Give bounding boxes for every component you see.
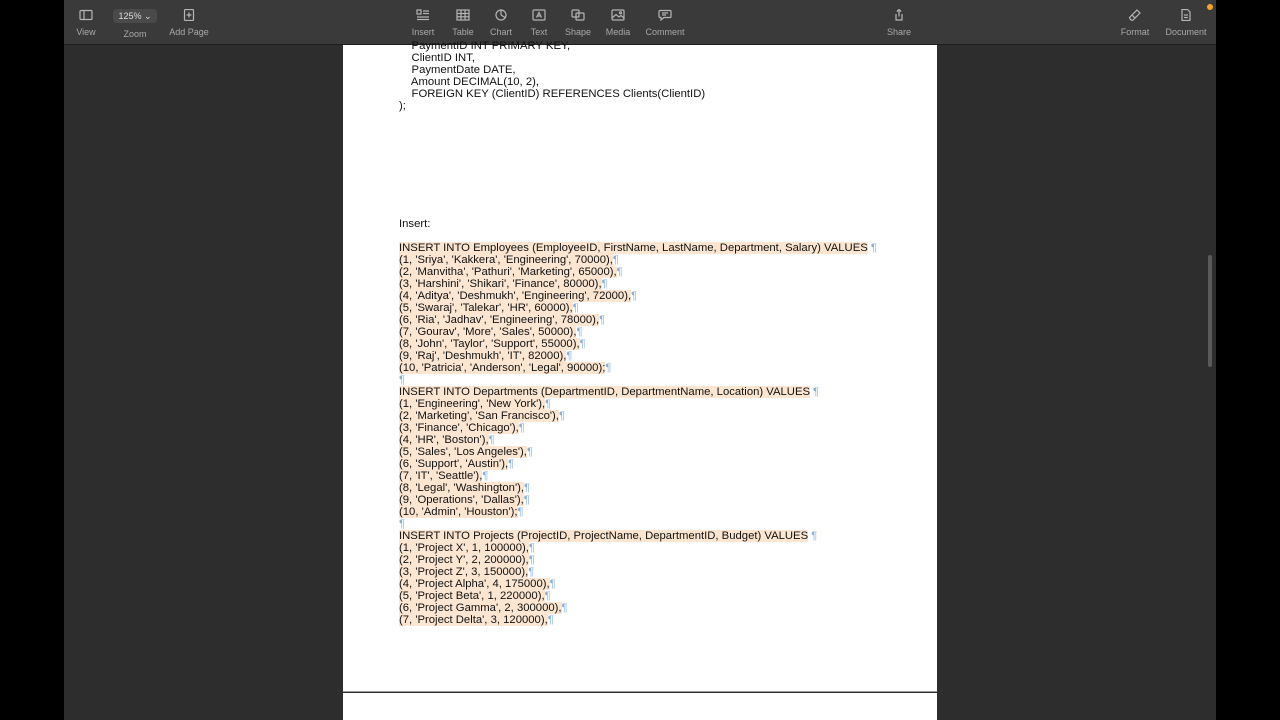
values-row-text: (5, 'Project Beta', 1, 220000), (399, 590, 545, 602)
format-label: Format (1120, 27, 1150, 37)
shape-icon (571, 9, 585, 21)
values-row (399, 542, 535, 554)
pilcrow-mark: ¶ (813, 386, 820, 398)
values-row (399, 482, 530, 494)
insert-statement-text: INSERT INTO Employees (EmployeeID, FirstName, LastName, Department, Salary) VALUES (399, 242, 868, 254)
pilcrow-mark: ¶ (811, 530, 818, 542)
values-row-text: (7, 'Gourav', 'More', 'Sales', 50000), (399, 326, 577, 338)
values-row-text: (6, 'Project Gamma', 2, 300000), (399, 602, 562, 614)
schema-line (399, 88, 705, 100)
values-row-text: (10, 'Patricia', 'Anderson', 'Legal', 90000); (399, 362, 606, 374)
values-row-text: (3, 'Finance', 'Chicago'), (399, 422, 519, 434)
values-row-text: (7, 'IT', 'Seattle'), (399, 470, 483, 482)
pilcrow-mark: ¶ (558, 410, 566, 422)
values-row (399, 362, 611, 374)
view-label: View (76, 27, 96, 37)
values-row-text: (9, 'Raj', 'Deshmukh', 'IT', 82000), (399, 350, 567, 362)
values-row-text: (10, 'Admin', 'Houston'); (399, 506, 518, 518)
values-row-text: (3, 'Harshini', 'Shikari', 'Finance', 80000), (399, 278, 602, 290)
schema-line-text: PaymentDate DATE, (399, 64, 516, 76)
comment-button[interactable] (633, 9, 697, 37)
pilcrow-mark: ¶ (561, 602, 568, 614)
values-row (399, 554, 535, 566)
values-row (399, 302, 579, 314)
shape-label: Shape (564, 27, 592, 37)
vertical-scrollbar[interactable] (1208, 255, 1212, 367)
insert-statement-text: INSERT INTO Departments (DepartmentID, DepartmentName, Location) VALUES (399, 386, 811, 398)
pilcrow-mark: ¶ (528, 566, 535, 578)
values-row (399, 410, 565, 422)
document-button[interactable] (1154, 9, 1216, 37)
share-button[interactable] (867, 9, 931, 37)
pilcrow-mark: ¶ (631, 290, 638, 302)
table-icon (456, 9, 470, 21)
pilcrow-mark: ¶ (616, 266, 623, 278)
values-row (399, 326, 583, 338)
paintbrush-icon (1128, 9, 1142, 21)
pilcrow-mark: ¶ (544, 590, 551, 602)
pilcrow-mark: ¶ (545, 398, 552, 410)
pilcrow-mark: ¶ (547, 614, 554, 626)
values-row-text: (4, 'Aditya', 'Deshmukh', 'Engineering', 72000), (399, 290, 632, 302)
values-row (399, 446, 533, 458)
add-page-button[interactable] (157, 9, 221, 37)
pilcrow-mark: ¶ (870, 242, 877, 254)
values-row (399, 314, 605, 326)
values-row (399, 590, 551, 602)
status-dot (1207, 4, 1213, 10)
zoom-select[interactable] (113, 9, 157, 23)
values-row (399, 602, 568, 614)
schema-line-text: Amount DECIMAL(10, 2), (399, 76, 540, 88)
chart-label: Chart (489, 27, 512, 37)
media-label: Media (605, 27, 631, 37)
share-label: Share (886, 27, 912, 37)
values-row (399, 614, 554, 626)
schema-line (399, 40, 570, 52)
values-row-text: (1, 'Engineering', 'New York'), (399, 398, 546, 410)
empty-paragraph (399, 518, 405, 530)
values-row (399, 458, 514, 470)
values-row-text: (2, 'Project Y', 2, 200000), (399, 554, 529, 566)
values-row (399, 434, 495, 446)
pages-window (64, 0, 1216, 720)
values-row-text: (4, 'Project Alpha', 4, 175000), (399, 578, 550, 590)
values-row-text: (5, 'Swaraj', 'Talekar', 'HR', 60000), (399, 302, 573, 314)
insert-statement-text: INSERT INTO Projects (ProjectID, ProjectName, DepartmentID, Budget) VALUES (399, 530, 809, 542)
document-page[interactable] (343, 40, 937, 692)
pilcrow-mark: ¶ (524, 482, 531, 494)
values-row-text: (8, 'John', 'Taylor', 'Support', 55000), (399, 338, 580, 350)
pilcrow-mark: ¶ (488, 434, 495, 446)
pilcrow-mark: ¶ (528, 542, 535, 554)
add-page-label: Add Page (169, 27, 209, 37)
table-label: Table (452, 27, 474, 37)
insert-icon (416, 9, 430, 21)
values-row-text: (6, 'Ria', 'Jadhav', 'Engineering', 78000), (399, 314, 600, 326)
values-row (399, 266, 623, 278)
values-row (399, 398, 551, 410)
values-row-text: (7, 'Project Delta', 3, 120000), (399, 614, 548, 626)
schema-line (399, 64, 516, 76)
insert-statement (399, 530, 817, 542)
values-row-text: (6, 'Support', 'Austin'), (399, 458, 509, 470)
pilcrow-mark: ¶ (518, 422, 525, 434)
pilcrow-mark: ¶ (526, 446, 534, 458)
chart-icon (494, 9, 508, 21)
schema-line (399, 52, 475, 64)
values-row-text: (8, 'Legal', 'Washington'), (399, 482, 525, 494)
schema-line (399, 100, 406, 112)
pilcrow-mark: ¶ (599, 314, 606, 326)
values-row (399, 470, 488, 482)
schema-line-text: PaymentID INT PRIMARY KEY, (399, 40, 571, 52)
schema-line (399, 76, 539, 88)
next-page[interactable] (343, 693, 937, 720)
pilcrow-mark: ¶ (399, 374, 406, 386)
pilcrow-mark: ¶ (517, 506, 524, 518)
values-row (399, 494, 530, 506)
document-label: Document (1165, 27, 1207, 37)
schema-line-text: FOREIGN KEY (ClientID) REFERENCES Clients(ClientID) (399, 88, 706, 100)
values-row-text: (2, 'Marketing', 'San Francisco'), (399, 410, 559, 422)
sidebar-icon (79, 9, 93, 21)
values-row-text: (3, 'Project Z', 3, 150000), (399, 566, 529, 578)
pilcrow-mark: ¶ (566, 350, 573, 362)
values-row-text: (4, 'HR', 'Boston'), (399, 434, 489, 446)
document-canvas[interactable] (64, 40, 1216, 720)
values-row-text: (2, 'Manvitha', 'Pathuri', 'Marketing', 65000), (399, 266, 617, 278)
add-page-icon (182, 9, 196, 21)
zoom-value: 125% (118, 11, 142, 21)
share-icon (892, 9, 906, 21)
values-row (399, 338, 586, 350)
pilcrow-mark: ¶ (605, 362, 612, 374)
pilcrow-mark: ¶ (612, 254, 619, 266)
pilcrow-mark: ¶ (601, 278, 608, 290)
values-row (399, 350, 572, 362)
pilcrow-mark: ¶ (523, 494, 530, 506)
values-row-text: (5, 'Sales', 'Los Angeles'), (399, 446, 527, 458)
values-row (399, 566, 534, 578)
pilcrow-mark: ¶ (399, 518, 406, 530)
values-row (399, 578, 556, 590)
document-icon (1179, 9, 1193, 21)
values-row (399, 278, 608, 290)
pilcrow-mark: ¶ (528, 554, 535, 566)
insert-statement (399, 386, 819, 398)
insert-heading (399, 218, 430, 230)
pilcrow-mark: ¶ (576, 326, 583, 338)
text-box-icon (532, 9, 546, 21)
chevron-down-icon: ⌄ (144, 11, 152, 21)
empty-paragraph (399, 374, 405, 386)
values-row-text: (1, 'Sriya', 'Kakkera', 'Engineering', 70000), (399, 254, 613, 266)
values-row (399, 422, 525, 434)
comment-label: Comment (645, 27, 685, 37)
values-row (399, 290, 637, 302)
pilcrow-mark: ¶ (572, 302, 579, 314)
media-icon (611, 9, 625, 21)
values-row-text: (9, 'Operations', 'Dallas'), (399, 494, 524, 506)
insert-heading-text: Insert: (399, 218, 431, 230)
insert-label: Insert (411, 27, 435, 37)
pilcrow-mark: ¶ (549, 578, 556, 590)
pilcrow-mark: ¶ (508, 458, 515, 470)
schema-line-text: ClientID INT, (399, 52, 475, 64)
pilcrow-mark: ¶ (579, 338, 586, 350)
values-row-text: (1, 'Project X', 1, 100000), (399, 542, 529, 554)
text-label: Text (530, 27, 548, 37)
zoom-label: Zoom (123, 29, 147, 39)
schema-line-text: ); (399, 100, 406, 112)
insert-statement (399, 242, 877, 254)
values-row (399, 506, 524, 518)
pilcrow-mark: ¶ (482, 470, 489, 482)
toolbar (64, 0, 1216, 45)
comment-icon (658, 9, 672, 21)
values-row (399, 254, 619, 266)
